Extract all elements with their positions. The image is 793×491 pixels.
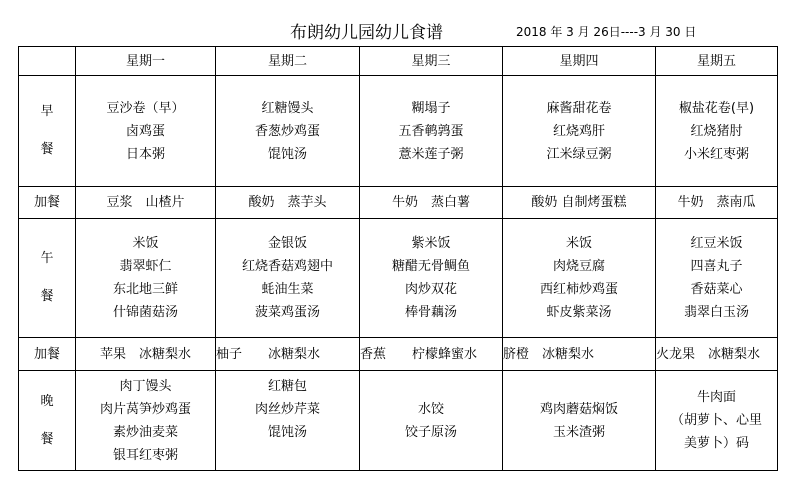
dinner-row bbox=[19, 371, 778, 471]
snack1-wed bbox=[360, 187, 503, 219]
corner-cell bbox=[19, 47, 76, 76]
snack2-thu bbox=[503, 338, 656, 371]
dish: 玉米渣粥 bbox=[552, 424, 605, 440]
day-header-wed: 星期三 bbox=[360, 47, 503, 76]
meal-label-lunch bbox=[19, 219, 76, 338]
dish: 红糖包 bbox=[267, 379, 307, 394]
dish: 翡翠白玉汤 bbox=[683, 305, 749, 320]
snack2-wed bbox=[360, 338, 503, 371]
dish: 什锦菌菇汤 bbox=[112, 305, 178, 320]
snack2-tue bbox=[216, 338, 360, 371]
meal-label-dinner bbox=[19, 371, 76, 471]
dish: 火龙果 冰糖梨水 bbox=[656, 346, 761, 362]
breakfast-mon bbox=[76, 76, 216, 187]
dish: 菠菜鸡蛋汤 bbox=[254, 305, 320, 320]
snack1-mon bbox=[76, 187, 216, 219]
dish: 美萝卜）码 bbox=[683, 436, 749, 451]
dish: 香菇菜心 bbox=[690, 282, 743, 297]
dish: 红糖馒头 bbox=[261, 100, 314, 116]
dish: 脐橙 冰糖梨水 bbox=[503, 346, 595, 362]
day-header-thu: 星期四 bbox=[503, 47, 656, 76]
lunch-row bbox=[19, 219, 778, 338]
meal-label-char: 餐 bbox=[40, 431, 54, 447]
dish: 馄饨汤 bbox=[267, 146, 307, 162]
dish: 四喜丸子 bbox=[690, 259, 743, 274]
dish: 鸡肉蘑菇焖饭 bbox=[539, 401, 618, 417]
snack2-mon bbox=[76, 338, 216, 371]
dish: 柚子 冰糖梨水 bbox=[216, 346, 321, 362]
dish: 翡翠虾仁 bbox=[119, 259, 172, 274]
dish: 肉丁馒头 bbox=[119, 378, 172, 394]
lunch-tue bbox=[216, 219, 360, 338]
snack1-thu bbox=[503, 187, 656, 219]
dinner-tue bbox=[216, 371, 360, 471]
dish: 肉烧豆腐 bbox=[552, 259, 605, 274]
dish: 红烧香菇鸡翅中 bbox=[241, 259, 333, 274]
breakfast-thu bbox=[503, 76, 656, 187]
lunch-mon bbox=[76, 219, 216, 338]
dish: 豆浆 山楂片 bbox=[106, 195, 185, 210]
dish: 香蕉 柠檬蜂蜜水 bbox=[360, 346, 478, 362]
dish: 素炒油麦菜 bbox=[112, 424, 178, 440]
menu-table bbox=[18, 46, 778, 471]
dish: 五香鹌鹑蛋 bbox=[398, 123, 464, 139]
dish: 牛奶 蒸南瓜 bbox=[677, 195, 756, 210]
dish: 糊塌子 bbox=[411, 100, 451, 116]
meal-label-char: 午 bbox=[40, 251, 54, 266]
dish: 紫米饭 bbox=[411, 236, 451, 251]
dish: 苹果 冰糖梨水 bbox=[99, 346, 191, 362]
dish: 金银饭 bbox=[267, 236, 307, 251]
dish: 糖醋无骨鲷鱼 bbox=[391, 259, 470, 274]
meal-label-snack2: 加餐 bbox=[19, 338, 76, 371]
dish: 虾皮紫菜汤 bbox=[546, 305, 612, 320]
meal-label-char: 早 bbox=[40, 104, 54, 119]
meal-label-char: 餐 bbox=[40, 289, 54, 304]
meal-label-char: 餐 bbox=[40, 142, 54, 157]
breakfast-fri bbox=[656, 76, 778, 187]
dish: 椒盐花卷(早) bbox=[678, 100, 755, 116]
lunch-thu bbox=[503, 219, 656, 338]
dish: 米饭 bbox=[565, 236, 592, 251]
dish: 麻酱甜花卷 bbox=[546, 100, 612, 116]
snack2-fri bbox=[656, 338, 778, 371]
header bbox=[0, 0, 793, 46]
day-header-fri: 星期五 bbox=[656, 47, 778, 76]
dish: 肉炒双花 bbox=[404, 282, 457, 297]
dinner-mon bbox=[76, 371, 216, 471]
dish: 馄饨汤 bbox=[267, 425, 307, 440]
dish: 牛肉面 bbox=[696, 390, 736, 405]
dish: 西红柿炒鸡蛋 bbox=[539, 282, 618, 297]
dish: 肉片莴笋炒鸡蛋 bbox=[99, 401, 191, 417]
dish: 红豆米饭 bbox=[690, 236, 743, 251]
dish: 香葱炒鸡蛋 bbox=[254, 123, 320, 139]
day-header-row bbox=[19, 47, 778, 76]
dish: 棒骨藕汤 bbox=[404, 305, 457, 320]
meal-label-breakfast bbox=[19, 76, 76, 187]
day-header-mon: 星期一 bbox=[76, 47, 216, 76]
dish: （胡萝卜、心里 bbox=[670, 413, 762, 428]
dish: 卤鸡蛋 bbox=[125, 123, 165, 139]
dish: 东北地三鲜 bbox=[112, 282, 178, 297]
dish: 酸奶 蒸芋头 bbox=[248, 195, 327, 210]
dish: 薏米莲子粥 bbox=[398, 146, 464, 162]
breakfast-tue bbox=[216, 76, 360, 187]
dinner-thu bbox=[503, 371, 656, 471]
lunch-wed bbox=[360, 219, 503, 338]
breakfast-row bbox=[19, 76, 778, 187]
dish: 蚝油生菜 bbox=[261, 282, 314, 297]
dish: 红烧鸡肝 bbox=[552, 123, 605, 139]
date-range: 2018 年 3 月 26日----3 月 30 日 bbox=[516, 25, 697, 39]
breakfast-wed bbox=[360, 76, 503, 187]
dish: 日本粥 bbox=[125, 146, 165, 162]
dish: 江米绿豆粥 bbox=[546, 146, 612, 162]
dish: 红烧猪肘 bbox=[690, 123, 743, 139]
dish: 水饺 bbox=[417, 401, 444, 417]
dish: 豆沙卷（早） bbox=[106, 100, 185, 116]
snack1-fri bbox=[656, 187, 778, 219]
dinner-fri bbox=[656, 371, 778, 471]
dish: 酸奶 自制烤蛋糕 bbox=[531, 195, 627, 210]
dish: 饺子原汤 bbox=[404, 424, 457, 440]
dish: 小米红枣粥 bbox=[683, 146, 749, 162]
day-header-tue: 星期二 bbox=[216, 47, 360, 76]
page-title: 布朗幼儿园幼儿食谱 bbox=[290, 23, 443, 43]
meal-label-char: 晚 bbox=[40, 393, 54, 409]
lunch-fri bbox=[656, 219, 778, 338]
snack1-row bbox=[19, 187, 778, 219]
dish: 米饭 bbox=[132, 236, 159, 251]
dish: 肉丝炒芹菜 bbox=[254, 402, 320, 417]
dish: 银耳红枣粥 bbox=[112, 447, 178, 463]
dish: 牛奶 蒸白薯 bbox=[391, 195, 470, 210]
meal-label-snack1: 加餐 bbox=[19, 187, 76, 219]
dinner-wed bbox=[360, 371, 503, 471]
snack2-row bbox=[19, 338, 778, 371]
snack1-tue bbox=[216, 187, 360, 219]
